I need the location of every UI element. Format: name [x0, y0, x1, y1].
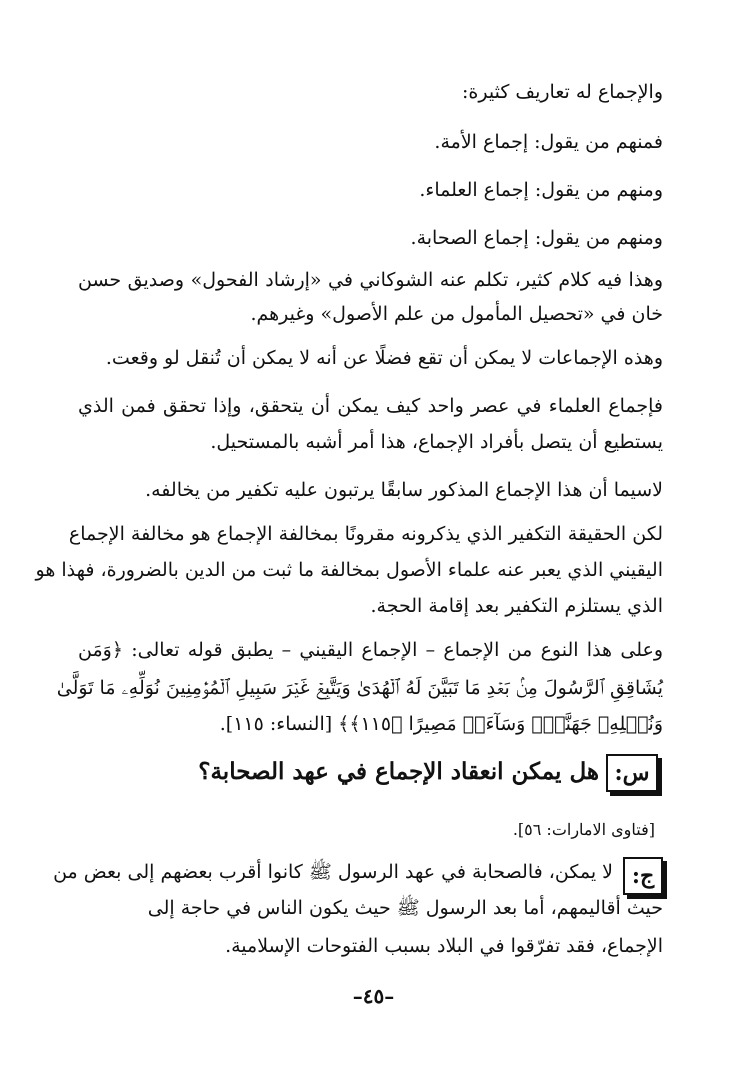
question-label-box: س: [606, 754, 658, 792]
quran-verse-line-1: يُشَاقِقِ ٱلرَّسُولَ مِنۢ بَعۡدِ مَا تَبَيَّنَ لَهُ ٱلۡهُدَىٰ وَيَتَّبِعۡ غَيۡرَ سَبِيلِ ٱلۡمُؤۡمِنِينَ نُوَلِّهِۦ مَا تَوَلَّىٰ [56, 677, 663, 699]
paragraph-line-14: وعلى هذا النوع من الإجماع – الإجماع اليقيني – يطبق قوله تعالى: ﴿وَمَن [78, 639, 663, 661]
page-number: –٤٥– [352, 984, 395, 1008]
paragraph-line-11: لكن الحقيقة التكفير الذي يذكرونه مقرونًا بمخالفة الإجماع هو مخالفة الإجماع [68, 523, 663, 545]
paragraph-line-2: فمنهم من يقول: إجماع الأمة. [434, 131, 663, 153]
paragraph-line-3: ومنهم من يقول: إجماع العلماء. [419, 179, 663, 201]
paragraph-line-6: خان في «تحصيل المأمول من علم الأصول» وغيرهم. [250, 303, 663, 325]
answer-line-3: الإجماع، فقد تفرّقوا في البلاد بسبب الفتوحات الإسلامية. [225, 935, 663, 957]
paragraph-line-1: والإجماع له تعاريف كثيرة: [462, 81, 663, 103]
paragraph-line-8: فإجماع العلماء في عصر واحد كيف يمكن أن يتحقق، وإذا تحقق فمن الذي [78, 395, 663, 417]
quran-verse-line-2: وَنُصۡلِهِۦ جَهَنَّمَۖ وَسَآءَتۡ مَصِيرًا ﴿١١٥﴾﴾ [النساء: ١١٥]. [219, 713, 663, 735]
question-heading: هل يمكن انعقاد الإجماع في عهد الصحابة؟ [198, 758, 599, 785]
answer-line-1: لا يمكن، فالصحابة في عهد الرسول ﷺ كانوا أقرب بعضهم إلى بعض من [53, 861, 613, 883]
paragraph-line-7: وهذه الإجماعات لا يمكن أن تقع فضلًا عن أنه لا يمكن أن تُنقل لو وقعت. [105, 347, 663, 369]
paragraph-line-5: وهذا فيه كلام كثير، تكلم عنه الشوكاني في «إرشاد الفحول» وصديق حسن [78, 269, 663, 291]
answer-line-2: حيث أقاليمهم، أما بعد الرسول ﷺ حيث يكون الناس في حاجة إلى [147, 897, 663, 919]
answer-label-box: ج: [623, 857, 663, 895]
paragraph-line-4: ومنهم من يقول: إجماع الصحابة. [410, 227, 663, 249]
paragraph-line-10: لاسيما أن هذا الإجماع المذكور سابقًا يرتبون عليه تكفير من يخالفه. [145, 479, 663, 501]
paragraph-line-9: يستطيع أن يتصل بأفراد الإجماع، هذا أمر أشبه بالمستحيل. [210, 431, 663, 453]
paragraph-line-12: اليقيني الذي يعبر عنه علماء الأصول بمخالفة ما ثبت من الدين بالضرورة، فهذا هو [35, 559, 663, 581]
paragraph-line-13: الذي يستلزم التكفير بعد إقامة الحجة. [370, 595, 663, 617]
question-source: [فتاوى الامارات: ٥٦]. [512, 820, 655, 839]
